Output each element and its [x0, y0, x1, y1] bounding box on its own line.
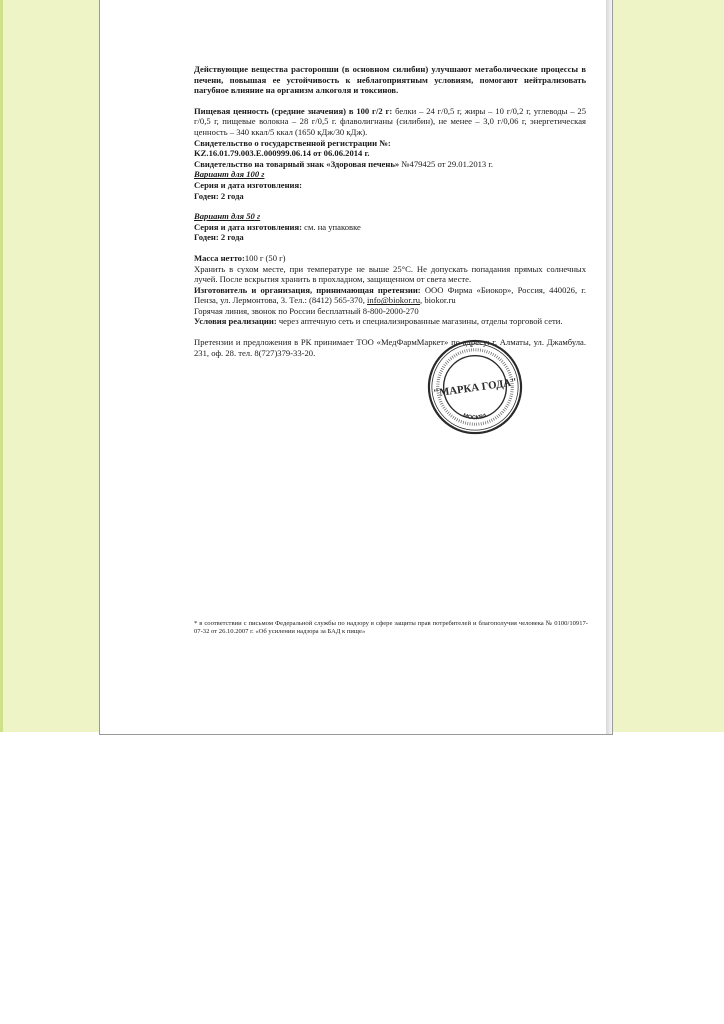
variant-50-series-line: [194, 222, 586, 233]
variant-50-series-label: Серия и дата изготовления:: [194, 221, 302, 232]
stamp-center-text: "МАРКА ГОДА": [432, 376, 518, 400]
mass-line: [194, 253, 586, 264]
sale-conditions-text: через аптечную сеть и специализированные магазины, отделы торговой сети.: [276, 316, 563, 327]
background-margin-left: [0, 0, 108, 732]
sale-conditions-paragraph: [194, 316, 586, 327]
footnote: [194, 620, 588, 637]
storage-paragraph: Хранить в сухом месте, при температуре не выше 25°С. Не допускать попадания прямых солнечных лучей. После вскрытия хранить в прохладном, защищенном от света месте.: [194, 263, 586, 285]
certificate-label: Свидетельство о государственной регистрации №:: [194, 137, 391, 148]
certificate-number: KZ.16.01.79.003.E.000999.06.14 от 06.06.2014 г.: [194, 148, 370, 159]
nutrition-text: белки – 24 г/0,5 г, жиры – 10 г/0,2 г, углеводы – 25 г/0,5 г, пищевые волокна – 28 г/0,5 г. флаволигнаны (силибин), не менее – 3,0 г/0,06 г, энергетическая ценность – 340 ккал/5 ккал (1650 кДж/30 кДж).: [194, 105, 586, 137]
trademark-line: [194, 159, 586, 170]
claims-kz-paragraph: Претензии и предложения в РК принимает ТОО «МедФармМаркет» по адресу: г. Алматы, ул. Джамбула. 231, оф. 28. тел. 8(727)379-33-20.: [194, 337, 586, 358]
active-substances-paragraph: Действующие вещества расторопши (в основном силибин) улучшают метаболические процессы в печени, повышая ее устойчивость к неблагоприятным условиям, помогают нейтрализовать пагубное влияние на организм алкоголя и токсинов.: [194, 64, 586, 96]
manufacturer-label: Изготовитель и организация, принимающая претензии:: [194, 284, 421, 295]
variant-100-shelf-life: Годен: 2 года: [194, 190, 244, 201]
trademark-label: Свидетельство на товарный знак «Здоровая печень»: [194, 158, 400, 169]
mass-label: Масса нетто:: [194, 252, 245, 263]
variant-50-title: Вариант для 50 г: [194, 211, 261, 222]
round-seal-stamp: [426, 338, 524, 436]
variant-50-shelf-life: Годен: 2 года: [194, 232, 244, 243]
sheet-shadow: [606, 0, 612, 734]
manufacturer-site: , biokor.ru: [420, 295, 456, 306]
stamp-bottom-text: МОСКВА: [461, 412, 489, 422]
document-body: [194, 64, 586, 358]
variant-100-title: Вариант для 100 г: [194, 169, 265, 180]
footnote-text: * в соответствии с письмом Федеральной службы по надзору в сфере защиты прав потребителей и благополучия человека № 0100/10917-07-32 от 26.10.2007 г. «Об усилении надзора за БАД к пище»: [194, 620, 588, 636]
trademark-text: №479425 от 29.01.2013 г.: [399, 158, 494, 169]
variant-100-series-label: Серия и дата изготовления:: [194, 179, 302, 190]
variant-50-series-text: см. на упаковке: [302, 221, 361, 232]
mass-value: 100 г (50 г): [244, 252, 286, 263]
hotline-line: Горячая линия, звонок по России бесплатный 8-800-2000-270: [194, 305, 419, 316]
sale-conditions-label: Условия реализации:: [194, 316, 277, 327]
manufacturer-email-link[interactable]: info@biokor.ru: [367, 295, 421, 306]
background-edge-left: [0, 0, 3, 732]
background-margin-right: [610, 0, 724, 732]
manufacturer-text: ООО Фирма «Биокор», Россия, 440026, г. Пенза, ул. Лермонтова, 3. Тел.: (8412) 565-370,: [194, 284, 586, 306]
manufacturer-paragraph: [194, 285, 586, 306]
nutrition-paragraph: [194, 106, 586, 138]
nutrition-label: Пищевая ценность (средние значения) в 100 г/2 г:: [194, 105, 393, 116]
